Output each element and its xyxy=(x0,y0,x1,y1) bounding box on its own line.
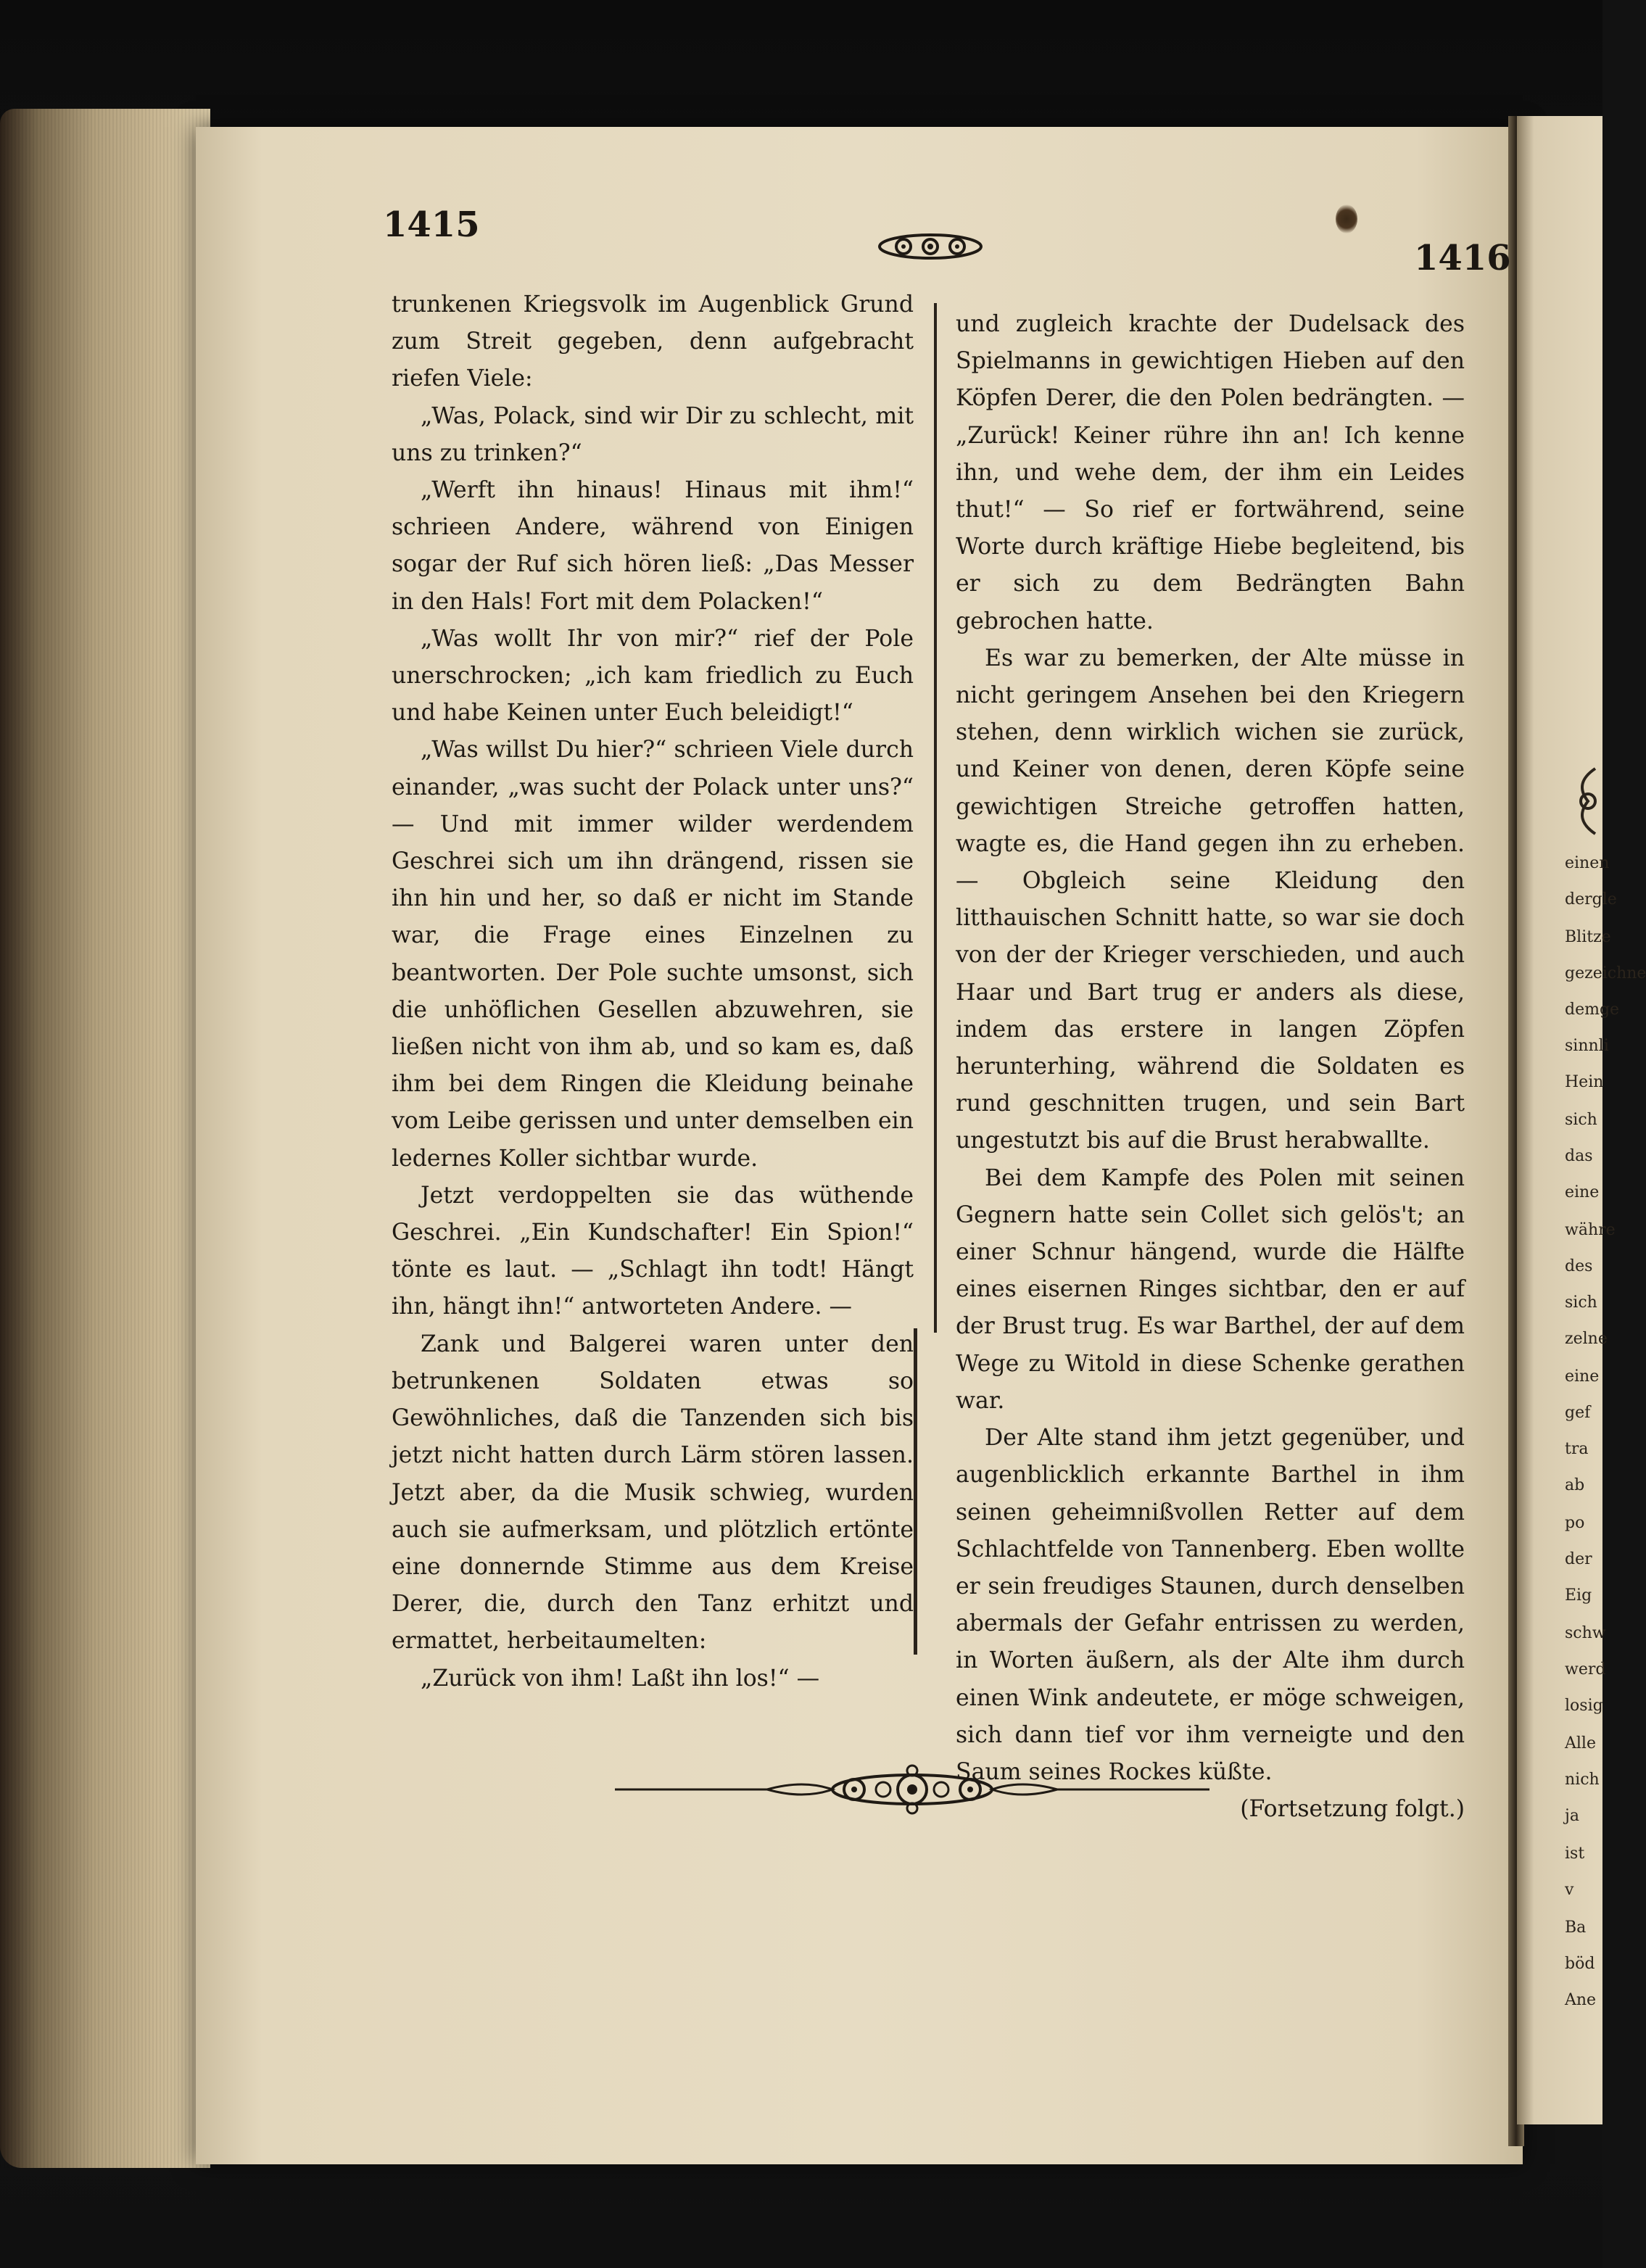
text-fragment: v xyxy=(1565,1881,1574,1899)
text-fragment: zelne xyxy=(1565,1330,1608,1348)
book-page-edges xyxy=(0,109,210,2168)
text-fragment: der xyxy=(1565,1550,1592,1568)
column-rule-upper xyxy=(934,303,937,1333)
text-fragment: sich xyxy=(1565,1294,1597,1312)
paragraph: Zank und Balgerei waren unter den betrunkenen Soldaten etwas so Gewöhnliches, daß die Tanzenden sich bis jetzt nicht hatten durch Lärm stören lassen. Jetzt aber, da die Musik schwieg, wurden auch sie aufmerksam, und plötzlich ertönte eine donnernde Stimme aus dem Kreise Derer, die, durch den Tanz erhitzt und ermattet, herbeitaumelten: xyxy=(392,1330,914,1655)
footer-ornament xyxy=(615,1763,1209,1814)
text-fragment: eine xyxy=(1565,1367,1600,1386)
page-edge-texture xyxy=(0,109,210,2168)
text-fragment: po xyxy=(1565,1514,1585,1532)
header-ornament xyxy=(876,226,985,267)
text-fragment: ab xyxy=(1565,1476,1585,1494)
text-fragment: gezeichne xyxy=(1565,964,1646,982)
text-fragment: tra xyxy=(1565,1440,1589,1458)
right-column xyxy=(956,306,1465,1828)
text-fragment: nich xyxy=(1565,1771,1600,1789)
paragraph: Der Alte stand ihm jetzt gegenüber, und augenblicklich erkannte Barthel in ihm seinen geheimnißvollen Retter auf dem Schlachtfelde von Tannenberg. Eben wollte er sein freudiges Staunen, durch denselben abermals der Gefahr entrissen zu werden, in Worten äußern, als der Alte ihm durch einen Wink andeutete, er möge schweigen, sich dann tief vor ihm verneigte und den Saum seines Rockes küßte. xyxy=(956,1425,1465,1785)
paragraph: „Was, Polack, sind wir Dir zu schlecht, mit uns zu trinken?“ xyxy=(392,402,914,466)
text-fragment: des xyxy=(1565,1257,1593,1275)
paragraph: Jetzt verdoppelten sie das wüthende Geschrei. „Ein Kundschafter! Ein Spion!“ tönte es laut. — „Schlagt ihn todt! Hängt ihn, hängt ihn!“ antworteten Andere. — xyxy=(392,1182,914,1320)
text-fragment: Eig xyxy=(1565,1586,1592,1605)
paragraph: „Werft ihn hinaus! Hinaus mit ihm!“ schrieen Andere, während von Einigen sogar der Ruf sich hören ließ: „Das Messer in den Hals! Fort mit dem Polacken!“ xyxy=(392,477,914,615)
paragraph: Bei dem Kampfe des Polen mit seinen Gegnern hatte sein Collet sich gelös't; an einer Schnur hängend, wurde die Hälfte eines eisernen Ringes sichtbar, den er auf der Brust trug. Es war Barthel, der auf dem Wege zu Witold in diese Schenke gerathen war. xyxy=(956,1164,1465,1414)
paragraph: trunkenen Kriegsvolk im Augenblick Grund zum Streit gegeben, denn aufgebracht riefen Viele: xyxy=(392,291,914,392)
ink-stain xyxy=(1336,204,1357,233)
paragraph: „Was wollt Ihr von mir?“ rief der Pole unerschrocken; „ich kam friedlich zu Euch und habe Keinen unter Euch beleidigt!“ xyxy=(392,625,914,727)
text-fragment: einen xyxy=(1565,854,1610,872)
text-fragment: ja xyxy=(1565,1807,1579,1825)
text-fragment: sinnli xyxy=(1565,1037,1609,1055)
paragraph: und zugleich krachte der Dudelsack des Spielmanns in gewichtigen Hieben auf den Köpfen Derer, die den Polen bedrängten. — „Zurück! Keiner rühre ihn an! Ich kenne ihn, und wehe dem, der ihm ein Leides thut!“ — So rief er fortwährend, seine Worte durch kräftige Hiebe begleitend, bis er sich zu dem Bedrängten Bahn gebrochen hatte. xyxy=(956,311,1465,634)
column-rule-lower xyxy=(914,1328,917,1655)
continuation-note: (Fortsetzung folgt.) xyxy=(1240,1796,1465,1823)
text-fragment: schw xyxy=(1565,1624,1606,1642)
text-fragment: Hein xyxy=(1565,1073,1604,1091)
paragraph: Es war zu bemerken, der Alte müsse in nicht geringem Ansehen bei den Kriegern stehen, denn wirklich wichen sie zurück, und Keiner von denen, deren Köpfe seine gewichtigen Streiche getroffen hatten, wagte es, die Hand gegen ihn zu erheben. — Obgleich seine Kleidung den litthauischen Schnitt hatte, so war sie doch von der der Krieger verschieden, und auch Haar und Bart trug er anders als diese, indem das erstere in langen Zöpfen herunterhing, während die Soldaten es rund geschnitten trugen, und sein Bart ungestutzt bis auf die Brust herabwallte. xyxy=(956,645,1465,1154)
text-fragment: demge xyxy=(1565,1001,1620,1019)
paragraph: „Zurück von ihm! Laßt ihn los!“ — xyxy=(421,1665,820,1692)
text-fragment: werd xyxy=(1565,1660,1606,1679)
text-fragment: Ane xyxy=(1565,1991,1597,2009)
text-fragment: währe xyxy=(1565,1221,1616,1239)
text-fragment: Blitze xyxy=(1565,928,1611,946)
text-fragment: eine xyxy=(1565,1183,1600,1201)
page-number-right: 1416 xyxy=(1414,238,1511,278)
text-fragment: sich xyxy=(1565,1111,1597,1129)
text-fragment: das xyxy=(1565,1147,1593,1165)
text-fragment: ist xyxy=(1565,1845,1585,1863)
paragraph: „Was willst Du hier?“ schrieen Viele durch einander, „was sucht der Polack unter uns?“ — Und mit immer wilder werdendem Geschrei sich um ihn drängend, rissen sie ihn hin und her, so daß er nicht im Stande war, die Frage eines Einzelnen zu beantworten. Der Pole suchte umsonst, sich die unhöflichen Gesellen abzuwehren, sie ließen nicht von ihm ab, und so kam es, daß ihm bei dem Ringen die Kleidung beinahe vom Leibe gerissen und unter demselben ein ledernes Koller sichtbar wurde. xyxy=(392,737,914,1172)
text-fragment: Ba xyxy=(1565,1919,1587,1937)
text-fragment: böd xyxy=(1565,1955,1595,1973)
text-fragment: dergle xyxy=(1565,890,1617,909)
page-number-left: 1415 xyxy=(383,204,480,245)
left-column xyxy=(392,286,914,1697)
text-fragment: losig xyxy=(1565,1697,1603,1715)
text-fragment: Alle xyxy=(1565,1734,1596,1752)
next-page-vignette xyxy=(1566,761,1602,841)
text-fragment: gef xyxy=(1565,1404,1591,1422)
